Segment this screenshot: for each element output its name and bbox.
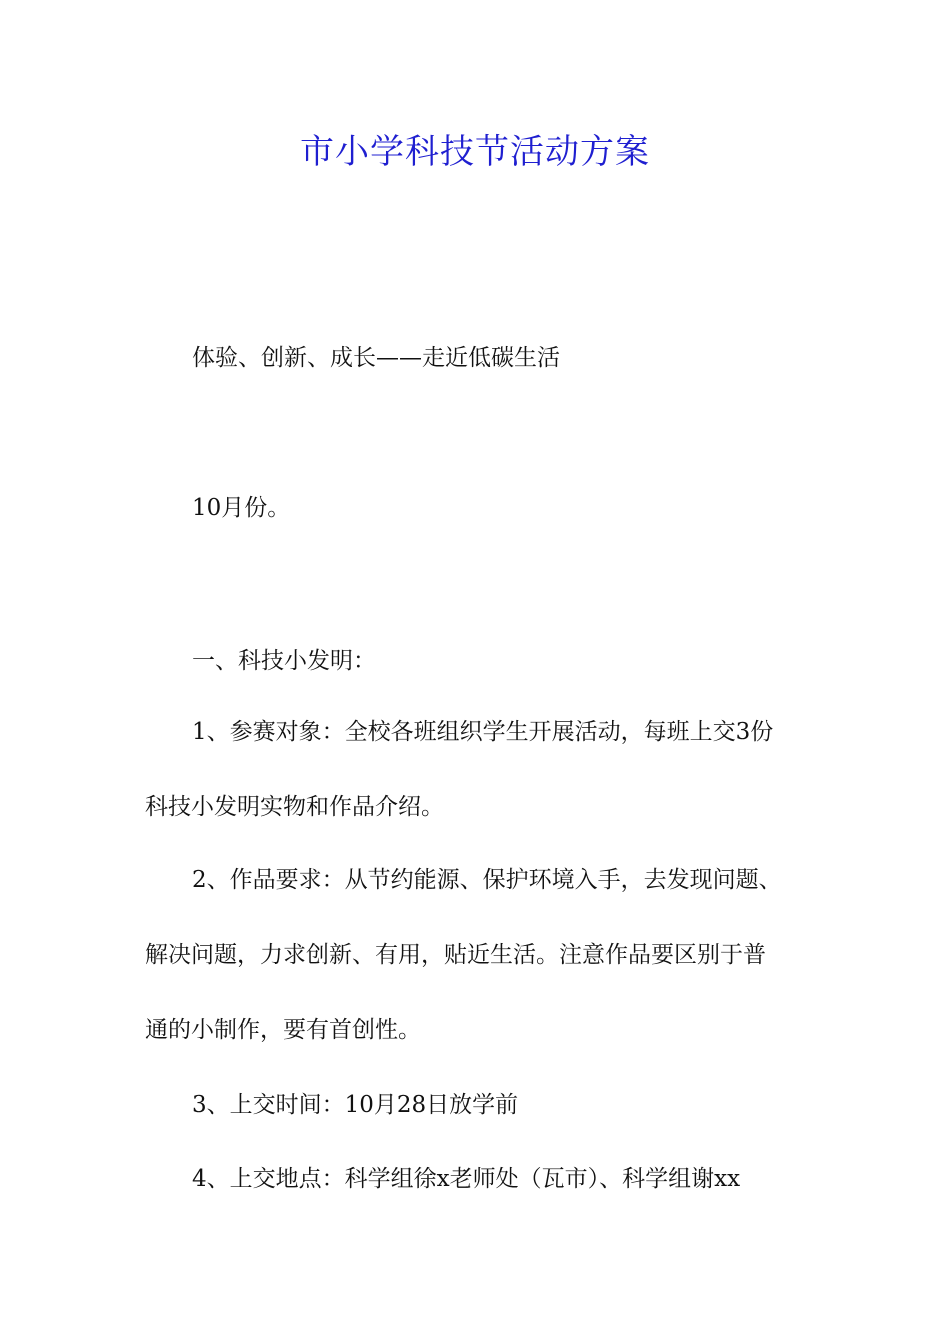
item2-line2: 解决问题，力求创新、有用，贴近生活。注意作品要区别于普 [145, 942, 766, 968]
item2-line1: 2、作品要求：从节约能源、保护环境入手，去发现问题、 [192, 867, 782, 893]
item1-line1: 1、参赛对象：全校各班组织学生开展活动，每班上交3份 [192, 719, 774, 745]
section-heading-invention: 一、科技小发明： [192, 648, 376, 674]
item3-line: 3、上交时间：10月28日放学前 [192, 1092, 519, 1118]
document-title: 市小学科技节活动方案 [300, 132, 650, 172]
item4-line1: 4、上交地点：科学组徐x老师处（瓦市）、科学组谢xx [192, 1166, 741, 1192]
item2-line3: 通的小制作，要有首创性。 [145, 1017, 421, 1043]
time-line: 10月份。 [192, 495, 291, 521]
theme-line: 体验、创新、成长——走近低碳生活 [192, 345, 560, 371]
item1-line2: 科技小发明实物和作品介绍。 [145, 794, 444, 820]
